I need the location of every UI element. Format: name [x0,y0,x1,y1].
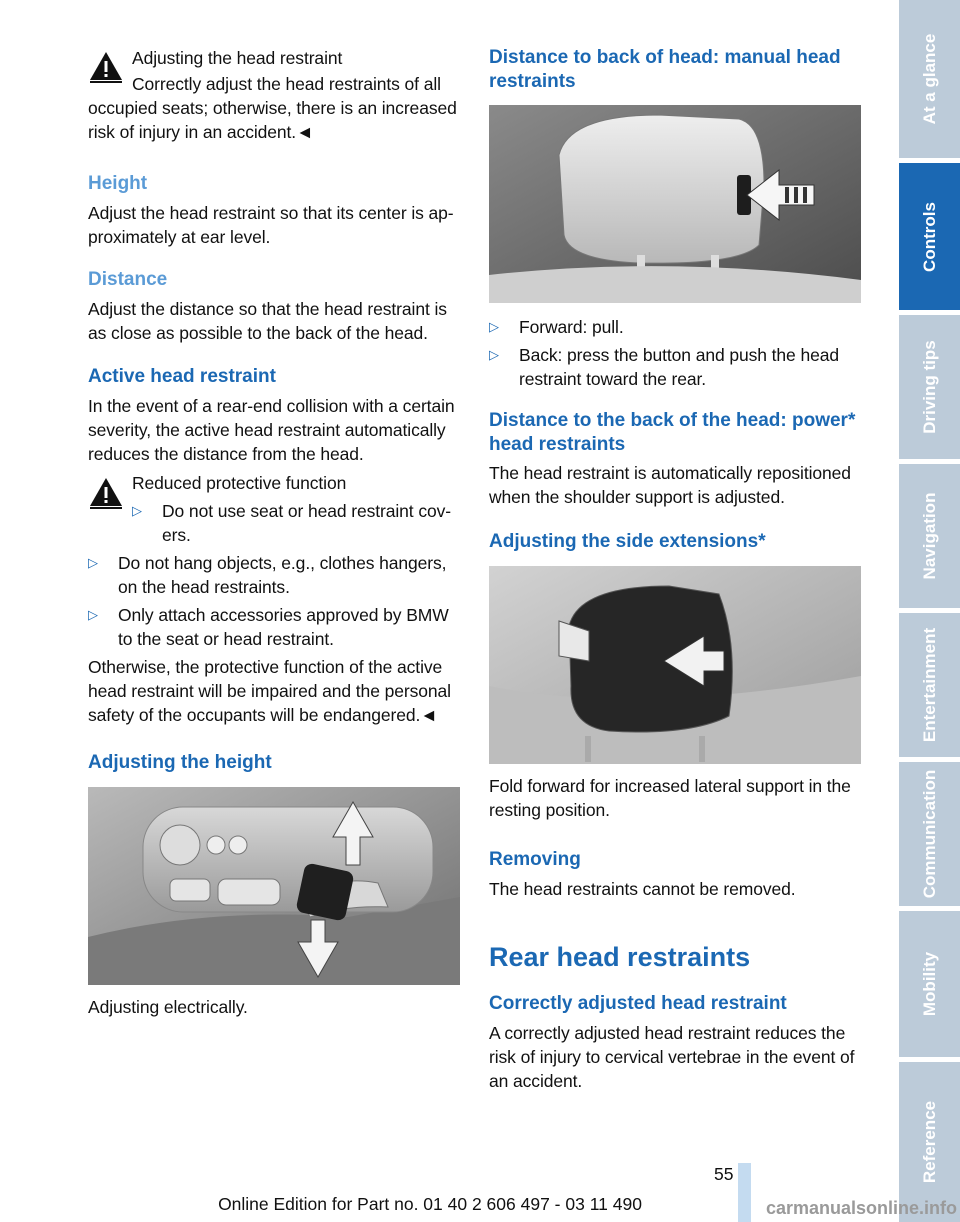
bullet-icon: ▷ [88,555,98,570]
tab-navigation[interactable]: Navigation [899,464,960,608]
tab-reference[interactable]: Reference [899,1062,960,1222]
bullet-icon: ▷ [489,319,499,334]
rear-title: Rear head restraints [489,942,751,972]
watermark: carmanualsonline.info [766,1198,958,1218]
bullet-icon: ▷ [132,503,142,518]
warning-sub-bullet: ▷ Do not use seat or head restraint cov- ers. [132,501,451,545]
power-heading: Distance to the back of the head: power* head restraints [489,410,856,455]
page-number: 55 [714,1164,734,1184]
tab-driving-tips[interactable]: Driving tips [899,315,960,459]
warning-title: Adjusting the head restraint [132,48,343,68]
power-text: The head restraint is automatically repositioned when the shoulder support is adjusted. [489,463,851,507]
bullet-icon: ▷ [489,347,499,362]
otherwise-text: Otherwise, the protective function of the active head restraint will be impaired and the personal safety of the occupants will be endangered.◄ [88,657,451,725]
manual-heading: Distance to back of head: manual head restraints [489,47,841,92]
distance-text: Adjust the distance so that the head restraint is as close as possible to the back of the head. [88,299,447,343]
list-item: ▷ Forward: pull. [489,317,624,337]
adjust-height-heading: Adjusting the height [88,752,272,773]
chapter-tabs [899,0,960,1222]
active-heading: Active head restraint [88,366,276,387]
footer-text: Online Edition for Part no. 01 40 2 606 497 - 03 11 490 [218,1194,642,1214]
list-item: ▷ Do not hang objects, e.g., clothes hangers, on the head restraints. [88,553,447,597]
removing-heading: Removing [489,849,581,870]
side-heading: Adjusting the side extensions* [489,531,766,552]
side-caption: Fold forward for increased lateral support in the resting position. [489,776,851,820]
tab-mobility[interactable]: Mobility [899,911,960,1057]
tab-at-a-glance[interactable]: At a glance [899,0,960,158]
removing-text: The head restraints cannot be removed. [489,879,796,899]
rear-subheading: Correctly adjusted head restraint [489,993,787,1014]
warning-title: Reduced protective function [132,473,347,493]
rear-text: A correctly adjusted head restraint reduces the risk of injury to cervical vertebrae in the event of an accident. [489,1023,855,1091]
list-item: ▷ Back: press the button and push the head restraint toward the rear. [489,345,839,389]
bullet-icon: ▷ [88,607,98,622]
distance-heading: Distance [88,269,168,290]
tab-entertainment[interactable]: Entertainment [899,613,960,757]
seat-control-photo [88,787,460,985]
active-text: In the event of a rear-end collision with a certain severity, the active head restraint automatically reduces the distance from the head. [88,396,455,464]
warning-text: Correctly adjust the head restraints of all occupied seats; otherwise, there is an increased risk of injury in an accident.◄ [88,74,457,142]
height-text: Adjust the head restraint so that its center is ap- proximately at ear level. [88,203,454,247]
head-restraint-photo [489,105,861,303]
tab-controls[interactable]: Controls [899,163,960,310]
tab-communication[interactable]: Communication [899,762,960,906]
list-item: ▷ Only attach accessories approved by BMW to the seat or head restraint. [88,605,449,649]
height-heading: Height [88,173,148,194]
side-extension-photo [489,566,861,764]
adjust-height-caption: Adjusting electrically. [88,997,248,1017]
